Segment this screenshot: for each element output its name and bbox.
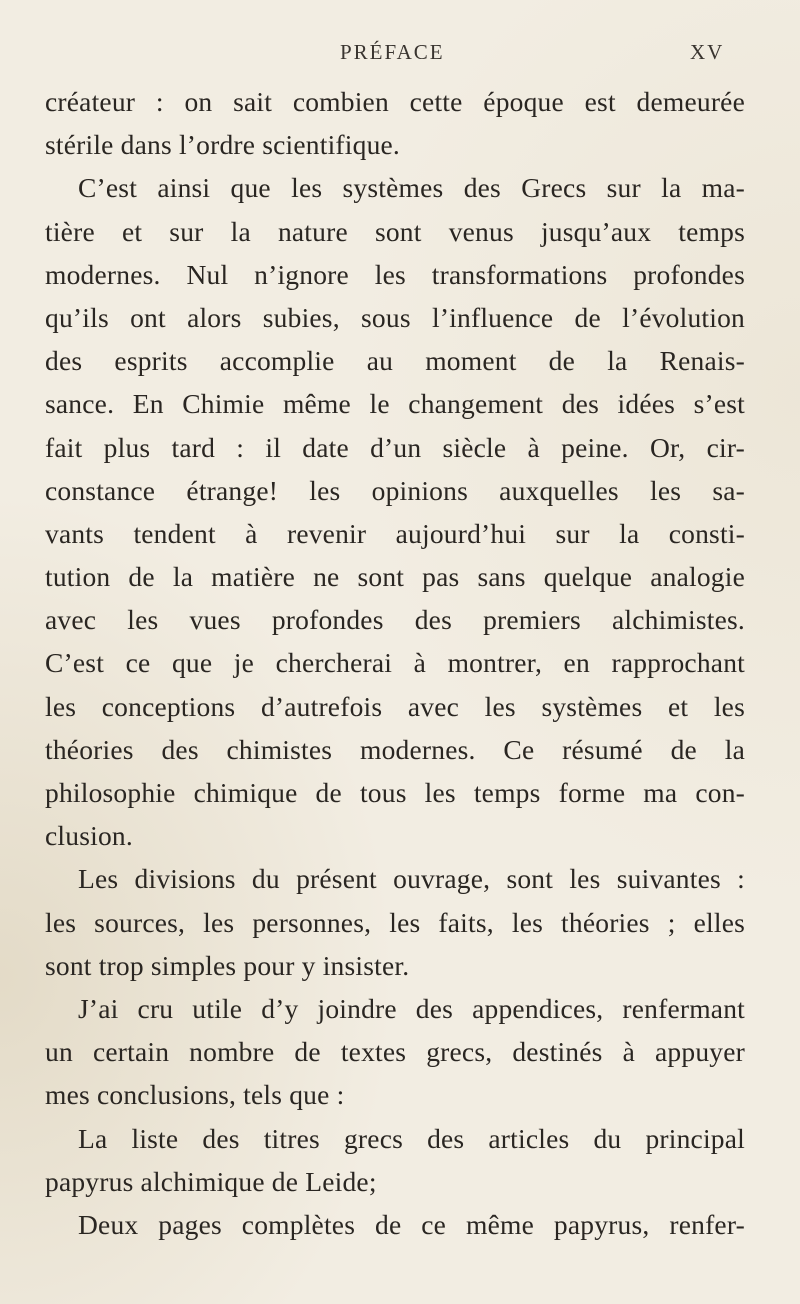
body-text: [45, 80, 745, 1246]
text-line: modernes. Nul n’ignore les transformations profondes: [45, 258, 745, 290]
text-line: papyrus alchimique de Leide;: [45, 1165, 377, 1197]
text-line: constance étrange! les opinions auxquelles les sa-: [45, 474, 745, 506]
page-number: XV: [690, 40, 725, 64]
text-line: Deux pages complètes de ce même papyrus, renfer-: [78, 1208, 745, 1240]
text-line: J’ai cru utile d’y joindre des appendices, renfermant: [78, 992, 745, 1024]
text-line: Les divisions du présent ouvrage, sont les suivantes :: [78, 863, 745, 895]
text-line: créateur : on sait combien cette époque est demeurée: [45, 86, 745, 117]
text-line: C’est ainsi que les systèmes des Grecs sur la ma-: [78, 172, 745, 204]
running-head: [0, 40, 800, 80]
text-line: fait plus tard : il date d’un siècle à peine. Or, cir-: [45, 431, 745, 463]
text-line: un certain nombre de textes grecs, destinés à appuyer: [45, 1036, 745, 1068]
text-line: clusion.: [45, 820, 133, 852]
text-line: les sources, les personnes, les faits, les théories ; elles: [45, 906, 745, 938]
text-line: philosophie chimique de tous les temps forme ma con-: [45, 777, 745, 808]
text-line: mes conclusions, tels que :: [45, 1079, 345, 1111]
text-line: C’est ce que je chercherai à montrer, en rapprochant: [45, 647, 745, 679]
text-line: La liste des titres grecs des articles du principal: [78, 1122, 745, 1154]
text-line: théories des chimistes modernes. Ce résumé de la: [45, 733, 745, 765]
text-line: des esprits accomplie au moment de la Renais-: [45, 345, 745, 377]
text-line: sont trop simples pour y insister.: [45, 949, 410, 981]
text-line: avec les vues profondes des premiers alchimistes.: [45, 604, 745, 636]
text-line: tution de la matière ne sont pas sans quelque analogie: [45, 561, 745, 593]
running-head-title: PRÉFACE: [340, 40, 445, 64]
text-line: tière et sur la nature sont venus jusqu’aux temps: [45, 215, 745, 247]
text-line: qu’ils ont alors subies, sous l’influence de l’évolution: [45, 301, 745, 333]
text-line: les conceptions d’autrefois avec les systèmes et les: [45, 690, 745, 722]
text-line: stérile dans l’ordre scientifique.: [45, 129, 401, 161]
text-line: vants tendent à revenir aujourd’hui sur la consti-: [45, 517, 745, 549]
text-line: sance. En Chimie même le changement des idées s’est: [45, 388, 745, 420]
